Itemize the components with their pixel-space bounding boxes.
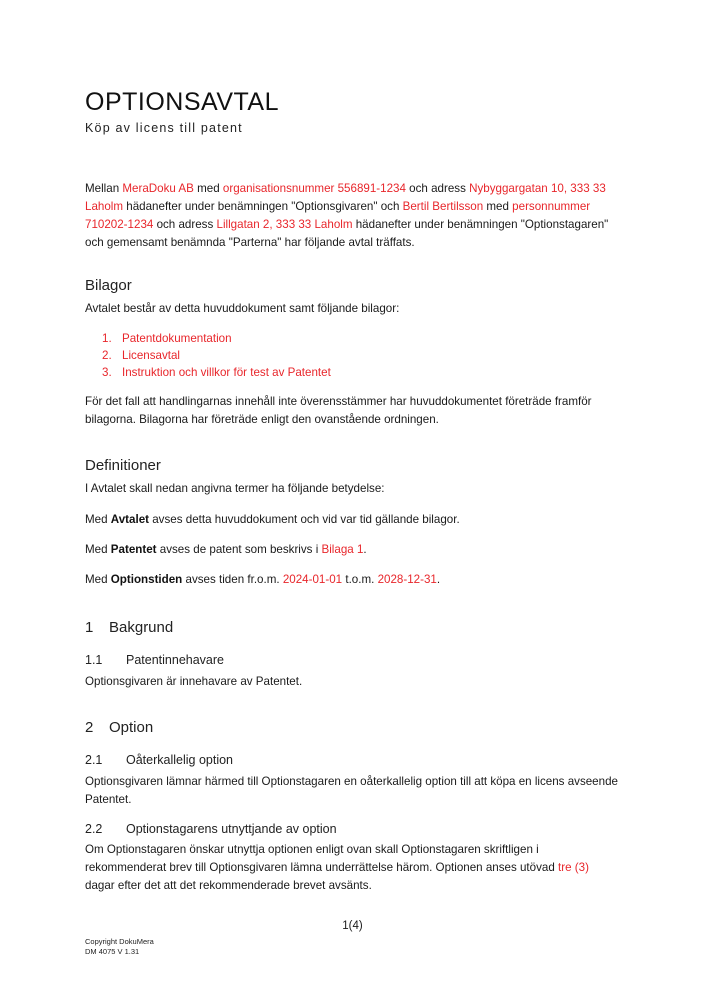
end-date: 2028-12-31 [377,573,437,586]
intro-text: Mellan [85,182,123,195]
intro-text: och adress [405,182,470,195]
section-number: 1 [85,619,94,636]
definition-patentet [85,541,620,559]
intro-text: hädanefter under benämningen "Optionsgivaren" och [123,200,403,213]
intro-text: och adress [153,218,217,231]
def-text: Med [85,513,111,526]
document-version: DM 4075 V 1.31 [85,947,140,956]
def-text: avses tiden fr.o.m. [182,573,283,586]
days-value: tre (3) [558,861,589,874]
page-footer [85,937,154,957]
document-subtitle: Köp av licens till patent [85,121,243,135]
section-2-1-text: Optionsgivaren lämnar härmed till Optionstagaren en oåterkallelig option till att köpa en licens avseende Patentet. [85,775,618,806]
definition-avtalet [85,511,620,529]
company-address: Nybyggargatan 10, 333 33 Laholm [85,182,606,213]
list-label: Patentdokumentation [122,332,232,345]
list-label: Licensavtal [122,349,181,362]
intro-text: med [193,182,223,195]
def-text: . [363,543,367,556]
def-term: Patentet [110,543,157,556]
list-item [102,364,331,381]
section-2-heading [85,719,153,736]
subsection-title: Oåterkallelig option [126,753,234,767]
subsection-title: Patentinnehavare [126,653,224,667]
person-number: personnummer 710202-1234 [85,200,591,231]
def-text: avses detta huvuddokument och vid var tid gällande bilagor. [149,513,460,526]
intro-text: med [483,200,513,213]
subsection-number: 1.1 [85,653,103,667]
def-text: avses de patent som beskrivs i [156,543,322,556]
intro-text: hädanefter under benämningen "Optionstagaren" och gemensamt benämnda "Parterna" har följande avtal träffats. [85,218,609,249]
section-2-2-text [85,841,620,895]
def-term: Avtalet [110,513,150,526]
list-item [102,330,331,347]
section-text: dagar efter det att det rekommenderade brevet avsänts. [85,879,372,892]
start-date: 2024-01-01 [282,573,343,586]
bilaga-reference: Bilaga 1 [321,543,364,556]
page-number: 1(4) [342,920,363,932]
subsection-number: 2.2 [85,822,103,836]
def-text: Med [85,573,111,586]
document-title: OPTIONSAVTAL [85,88,280,116]
def-text: Med [85,543,111,556]
section-text: Om Optionstagaren önskar utnyttja optionen enligt ovan skall Optionstagaren skriftligen i rekommenderat brev till Optionsgivaren lämna underrättelse härom. Optionen anses utövad [85,843,559,874]
subsection-title: Optionstagarens utnyttjande av option [126,822,337,836]
definitioner-lead: I Avtalet skall nedan angivna termer ha följande betydelse: [85,482,385,495]
section-1-heading [85,619,173,636]
section-number: 2 [85,719,94,736]
subsection-number: 2.1 [85,753,103,767]
section-title: Option [109,719,154,736]
list-number: 1. [102,332,112,345]
section-2-1-heading [85,753,233,767]
bilagor-heading: Bilagor [85,277,132,294]
company-name: MeraDoku AB [122,182,194,195]
def-text: . [436,573,441,586]
def-text: t.o.m. [342,573,378,586]
copyright-text: Copyright DokuMera [85,937,154,946]
list-number: 3. [102,366,112,379]
definitioner-heading: Definitioner [85,457,161,474]
bilagor-list [102,330,331,381]
def-term: Optionstiden [110,573,183,586]
definition-optionstiden [85,571,620,589]
list-item [102,347,331,364]
list-label: Instruktion och villkor för test av Patentet [122,366,331,379]
person-address: Lillgatan 2, 333 33 Laholm [216,218,353,231]
list-number: 2. [102,349,112,362]
section-title: Bakgrund [109,619,174,636]
bilagor-lead: Avtalet består av detta huvuddokument samt följande bilagor: [85,302,400,315]
parties-paragraph [85,180,620,252]
section-2-2-heading [85,822,337,836]
org-number: organisationsnummer 556891-1234 [222,182,406,195]
section-1-1-heading [85,653,224,667]
person-name: Bertil Bertilsson [402,200,484,213]
bilagor-note: För det fall att handlingarnas innehåll inte överensstämmer har huvuddokumentet företräde framför bilagorna. Bilagorna har företräde enligt den ovanstående ordningen. [85,395,592,426]
section-1-1-text: Optionsgivaren är innehavare av Patentet. [85,675,303,688]
